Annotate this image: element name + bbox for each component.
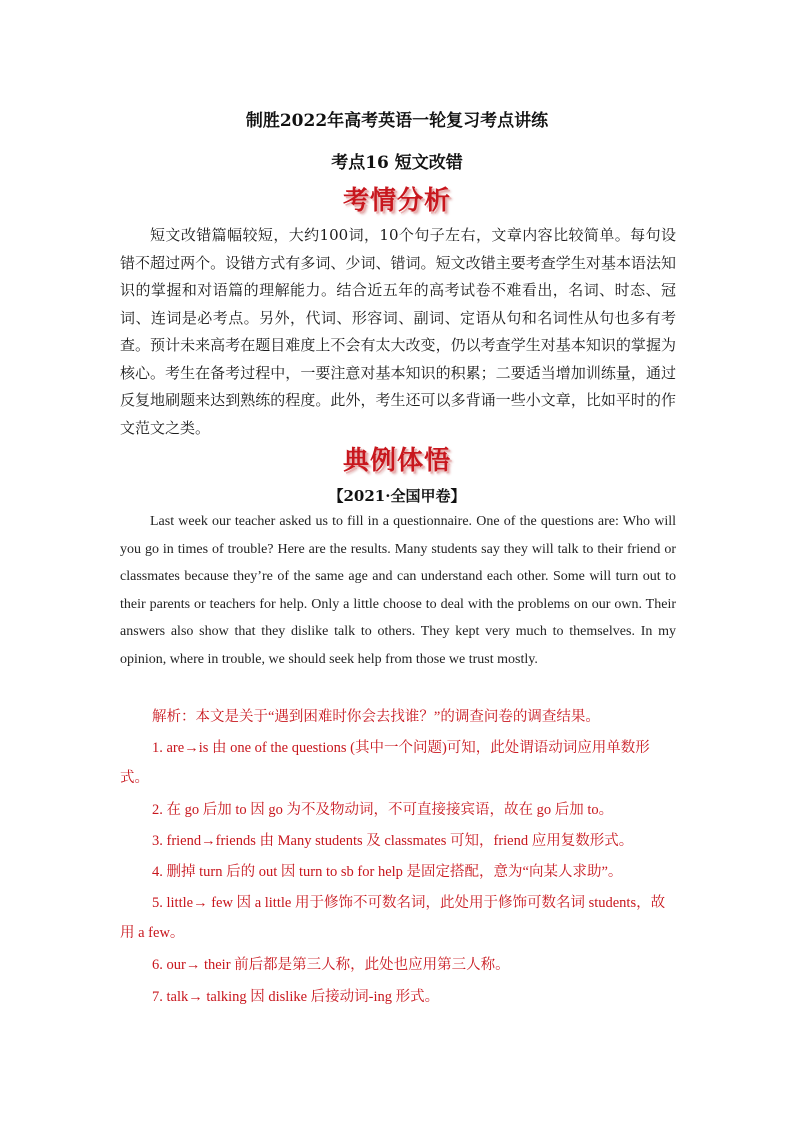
analysis-item: 7. talk→ talking 因 dislike 后接动词-ing 形式。 [152,989,440,1005]
main-title: 制胜2022年高考英语一轮复习考点讲练 [245,111,549,131]
analysis-item: 2. 在 go 后加 to 因 go 为不及物动词，不可直接接宾语，故在 go 后加 to。 [152,802,614,818]
english-passage: Last week our teacher asked us to fill in a questionnaire. One of the questions are: Who will you go in times of trouble? Here are the results. Many students say they will talk to their friend or classmates because they’re of the same age and can understand each other. Some will turn out to their parents or teachers for help. Only a little choose to deal with the problems on our own. Their answers also show that they dislike talk to others. They kept very much to themselves. In my opinion, where in trouble, we should seek help from those we trust mostly. [120,514,676,667]
analysis-item: 5. little→ few 因 a little 用于修饰不可数名词，此处用于修饰可数名词 students，故用 a few。 [120,895,666,941]
analysis-item: 6. our→ their 前后都是第三人称，此处也应用第三人称。 [152,957,510,973]
sub-title: 考点16 短文改错 [331,153,463,173]
section-heading-analysis: 考情分析 [342,186,451,216]
analysis-item: 3. friend→friends 由 Many students 及 classmates 可知，friend 应用复数形式。 [152,833,634,849]
analysis-intro: 解析：本文是关于“遇到困难时你会去找谁？”的调查问卷的调查结果。 [152,709,600,725]
analysis-item: 4. 删掉 turn 后的 out 因 turn to sb for help 是固定搭配，意为“向某人求助”。 [152,864,623,880]
section-heading-example: 典例体悟 [342,446,451,476]
analysis-paragraph: 短文改错篇幅较短，大约100词，10个句子左右，文章内容比较简单。每句设错不超过两个。设错方式有多词、少词、错词。短文改错主要考查学生对基本语法知识的掌握和对语篇的理解能力。结合近五年的高考试卷不难看出，名词、时态、冠词、连词是必考点。另外，代词、形容词、副词、定语从句和名词性从句也多有考查。预计未来高考在题目难度上不会有太大改变，仍以考查学生对基本知识的掌握为核心。考生在备考过程中，一要注意对基本知识的积累；二要适当增加训练量，通过反复地刷题来达到熟练的程度。此外，考生还可以多背诵一些小文章，比如平时的作文范文之类。 [120,226,676,437]
analysis-item: 1. are→is 由 one of the questions (其中一个问题)可知，此处谓语动词应用单数形式。 [120,740,650,786]
exam-source: 【2021·全国甲卷】 [328,487,466,505]
